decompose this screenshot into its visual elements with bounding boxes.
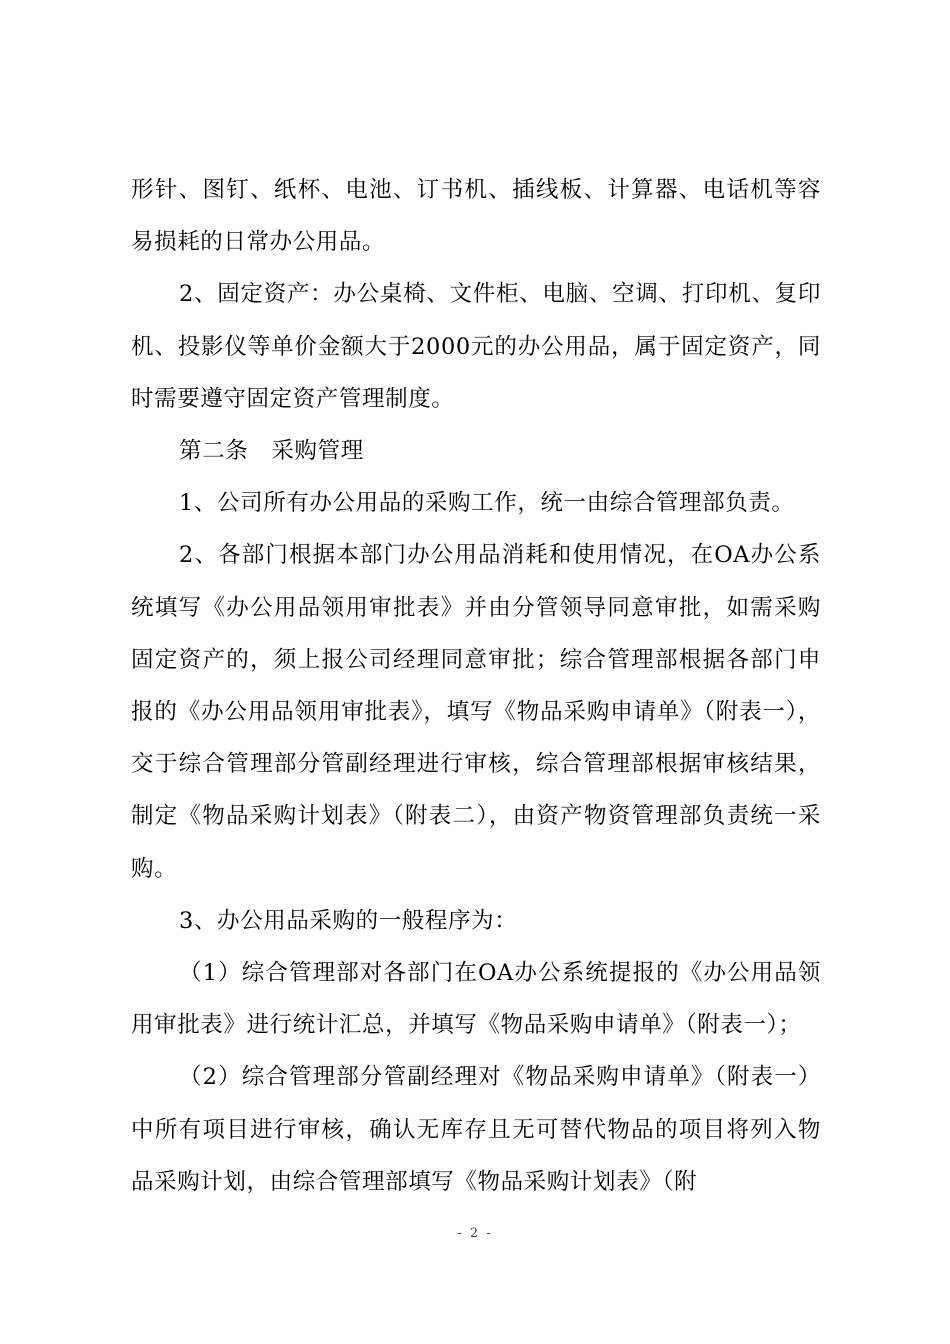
paragraph-fixed-assets: 2、固定资产：办公桌椅、文件柜、电脑、空调、打印机、复印机、投影仪等单价金额大于2000元的办公用品，属于固定资产，同时需要遵守固定资产管理制度。 <box>131 281 821 412</box>
paragraph-procedure-step-1: （1）综合管理部对各部门在OA办公系统提报的《办公用品领用审批表》进行统计汇总，并填写《物品采购申请单》（附表一）； <box>131 960 821 1039</box>
paragraph-procurement-responsibility: 1、公司所有办公用品的采购工作，统一由综合管理部负责。 <box>179 490 795 517</box>
document-body <box>131 164 821 1208</box>
paragraph-continuation: 形针、图钉、纸杯、电池、订书机、插线板、计算器、电话机等容易损耗的日常办公用品。 <box>131 177 821 256</box>
paragraph-department-application: 2、各部门根据本部门办公用品消耗和使用情况，在OA办公系统填写《办公用品领用审批表》并由分管领导同意审批，如需采购固定资产的，须上报公司经理同意审批；综合管理部根据各部门申报的《办公用品领用审批表》，填写《物品采购申请单》（附表一），交于综合管理部分管副经理进行审核，综合管理部根据审核结果，制定《物品采购计划表》（附表二），由资产物资管理部负责统一采购。 <box>131 542 821 882</box>
page-number: - 2 - <box>457 1226 493 1241</box>
paragraph-procedure-intro: 3、办公用品采购的一般程序为： <box>179 907 518 934</box>
paragraph-procedure-step-2: （2）综合管理部分管副经理对《物品采购申请单》（附表一）中所有项目进行审核，确认无库存且无可替代物品的项目将列入物品采购计划，由综合管理部填写《物品采购计划表》（附 <box>131 1064 821 1195</box>
article-heading-procurement: 第二条 采购管理 <box>179 438 364 465</box>
